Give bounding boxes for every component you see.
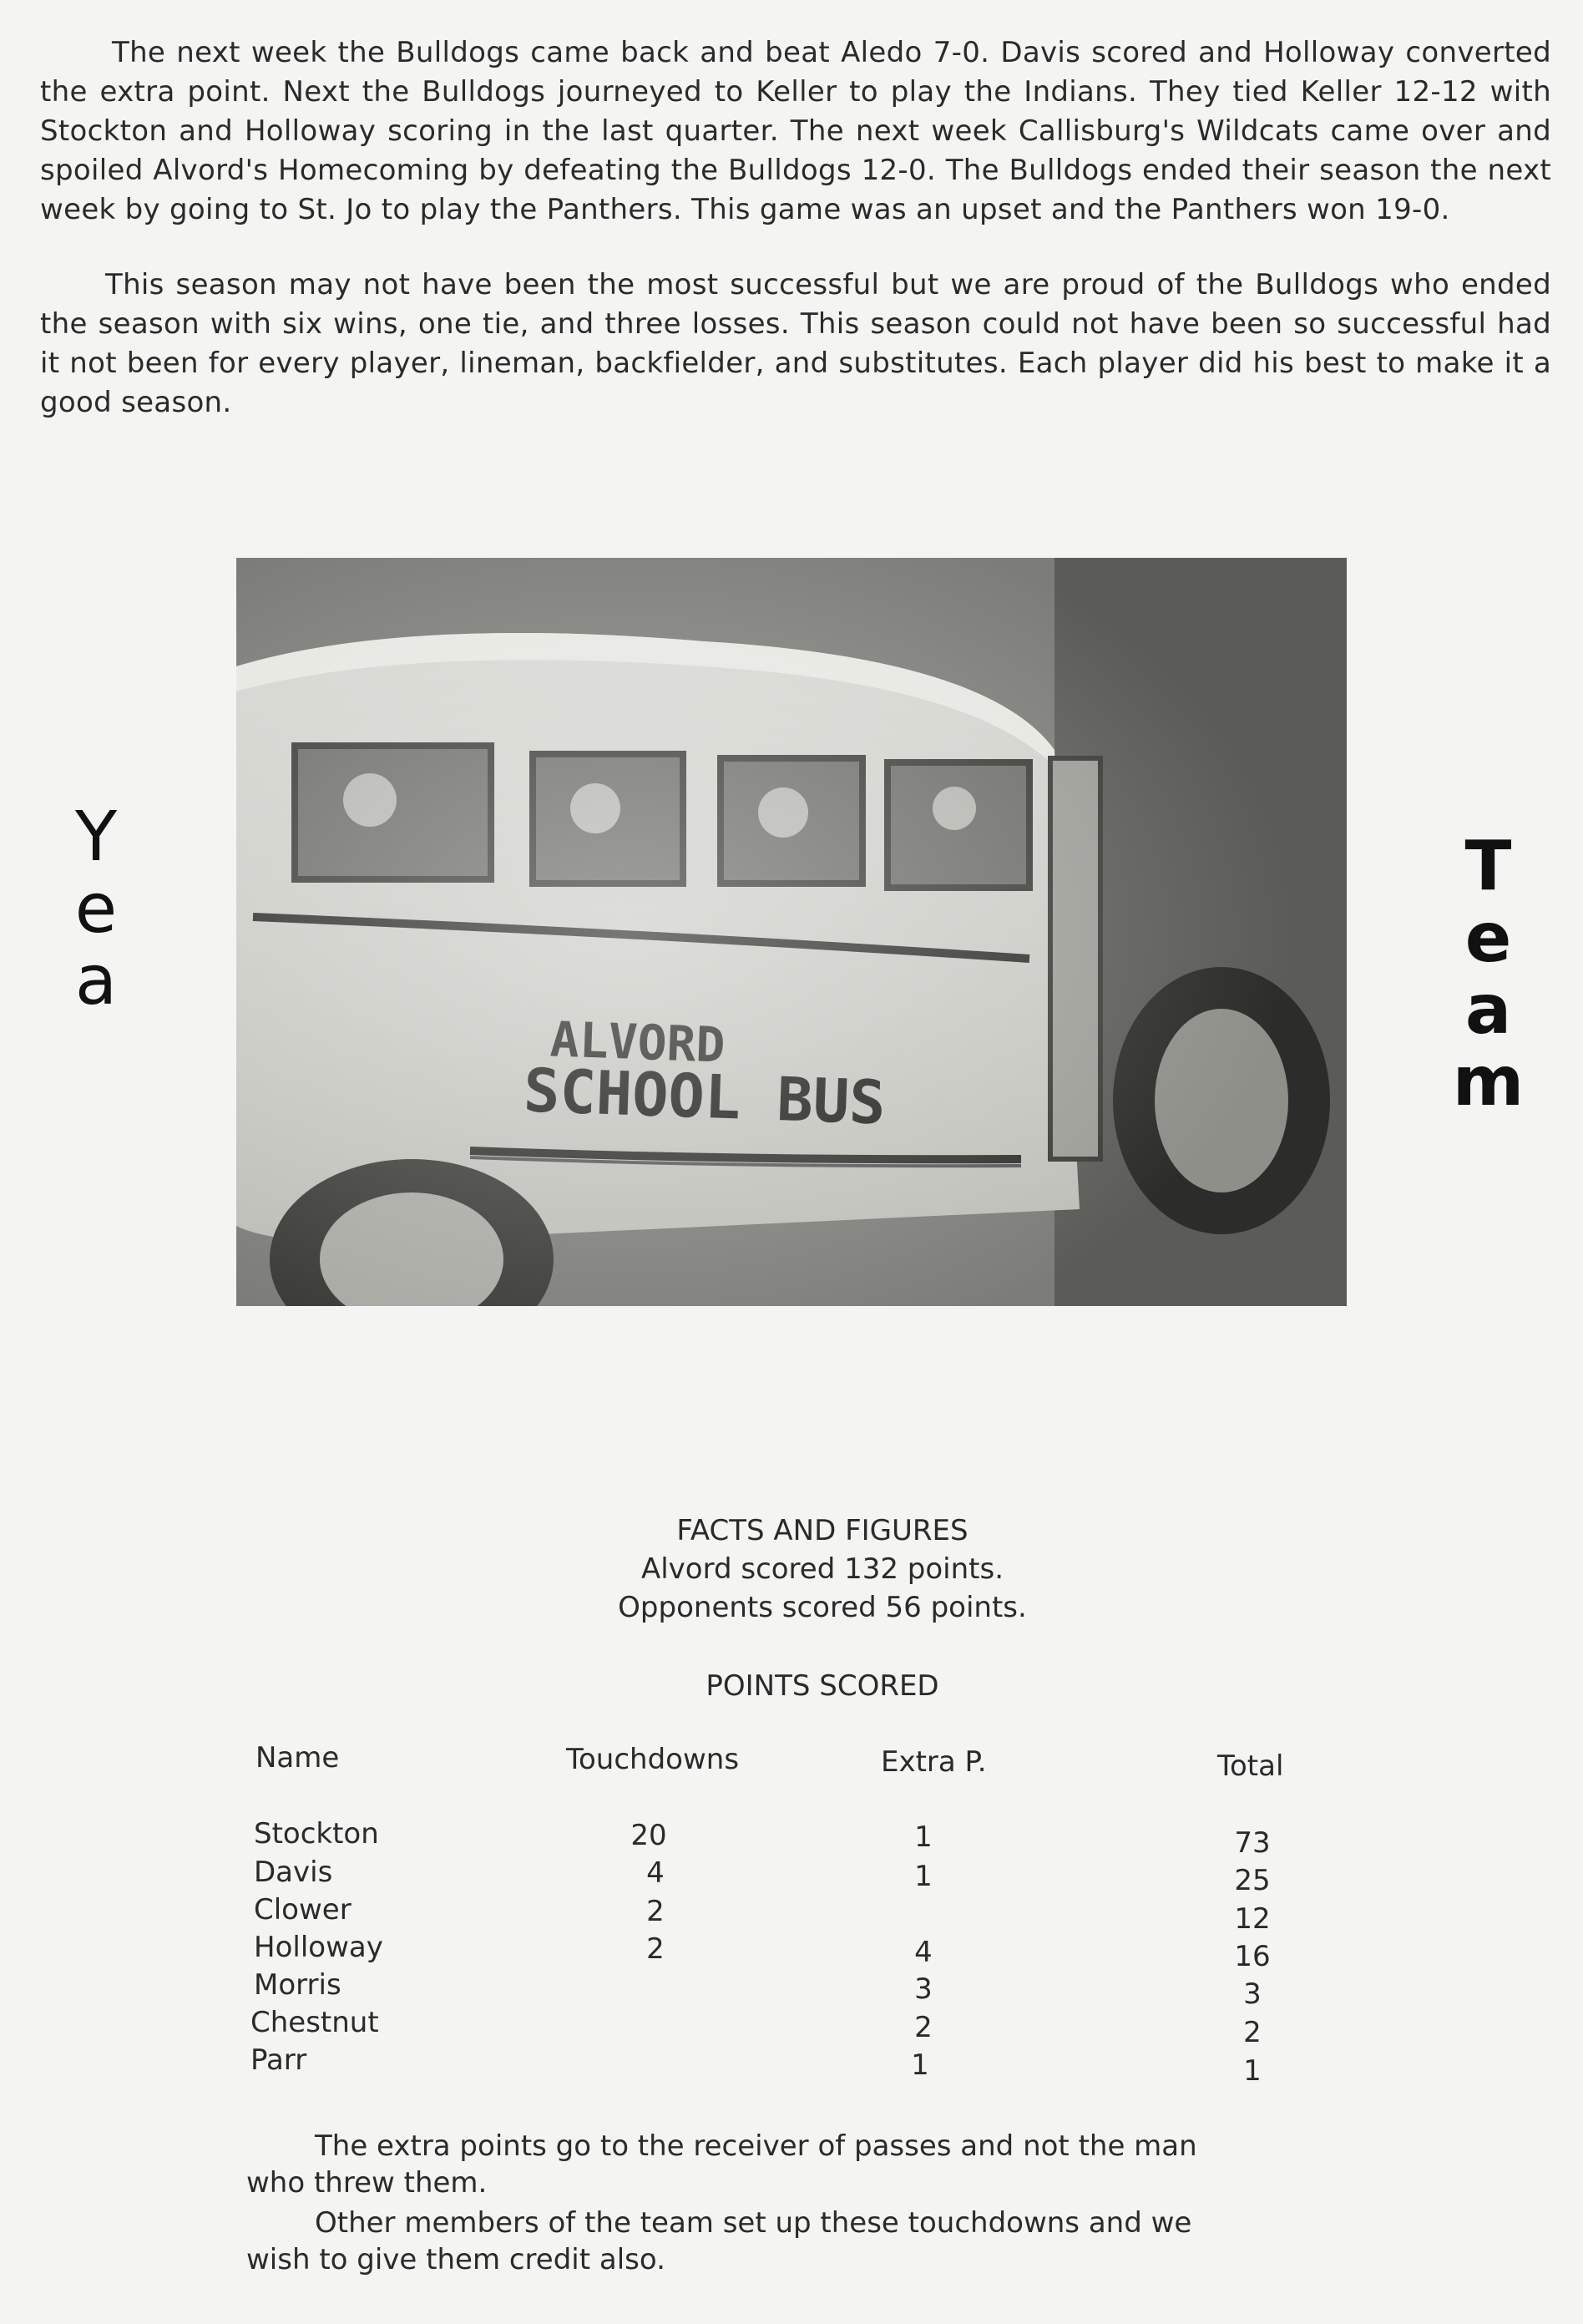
- row-extra: 3: [914, 1972, 933, 2006]
- facts-title: FACTS AND FIGURES: [676, 1514, 969, 1547]
- row-total: 3: [1243, 1977, 1262, 2011]
- paragraph-season-recap: The next week the Bulldogs came back and beat Aledo 7-0. Davis scored and Holloway converted the extra point. Next the Bulldogs journeyed to Keller to play the Indians. They tied Keller 12-12 with Stockton and Holloway scoring in the last quarter. The next week Callisburg's Wildcats came over and spoiled Alvord's Homecoming by defeating the Bulldogs 12-0. The Bulldogs ended their season the next week by going to St. Jo to play the Panthers. This game was an upset and the Panthers won 19-0.: [40, 36, 1551, 226]
- header-extra-points: Extra P.: [881, 1745, 987, 1779]
- row-name: Chestnut: [250, 2006, 379, 2039]
- note-extra-points: The extra points go to the receiver of passes and not the man who threw them.: [246, 2129, 1197, 2200]
- row-total: 2: [1243, 2016, 1262, 2049]
- row-name: Davis: [254, 1856, 333, 1889]
- row-name: Morris: [254, 1968, 341, 2002]
- paragraph-season-summary: This season may not have been the most successful but we are proud of the Bulldogs who ended the season with six wins, one tie, and three losses. This season could not have been so successful had it not been for every player, lineman, backfielder, and substitutes. Each player did his best to make it a good season.: [40, 268, 1551, 419]
- header-name: Name: [255, 1741, 340, 1775]
- row-extra: 1: [914, 1860, 933, 1893]
- side-word-team: T e a m: [1452, 827, 1525, 1121]
- row-name: Parr: [250, 2043, 307, 2077]
- row-total: 1: [1243, 2054, 1262, 2088]
- side-word-yea: Y e a: [74, 797, 118, 1020]
- note-credit: Other members of the team set up these touchdowns and we wish to give them credit also.: [246, 2206, 1192, 2276]
- opponent-points: Opponents scored 56 points.: [618, 1591, 1027, 1624]
- row-total: 12: [1234, 1902, 1271, 1936]
- row-extra: 4: [914, 1936, 933, 1969]
- row-extra: 1: [914, 1820, 933, 1854]
- row-name: Holloway: [254, 1931, 383, 1964]
- school-bus-photo: [236, 558, 1347, 1306]
- row-total: 16: [1234, 1940, 1271, 1973]
- row-name: Clower: [254, 1893, 351, 1927]
- row-total: 25: [1234, 1864, 1271, 1897]
- facts-block: [501, 1511, 1144, 1627]
- row-touchdowns: 2: [646, 1932, 665, 1966]
- row-total: 73: [1234, 1826, 1271, 1860]
- alvord-points: Alvord scored 132 points.: [640, 1552, 1004, 1586]
- row-touchdowns: 2: [646, 1895, 665, 1928]
- row-touchdowns: 20: [630, 1819, 667, 1852]
- header-total: Total: [1217, 1749, 1284, 1783]
- row-extra: 1: [911, 2048, 929, 2082]
- points-scored-title: POINTS SCORED: [706, 1669, 939, 1703]
- row-extra: 2: [914, 2011, 933, 2044]
- row-touchdowns: 4: [646, 1856, 665, 1890]
- header-touchdowns: Touchdowns: [566, 1743, 740, 1776]
- row-name: Stockton: [254, 1817, 379, 1851]
